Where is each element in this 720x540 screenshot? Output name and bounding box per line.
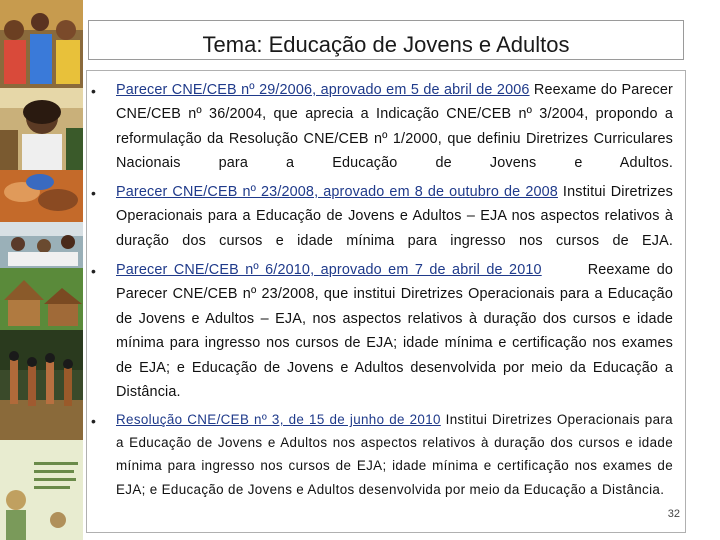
item-3-body: Reexame do Parecer CNE/CEB nº 23/2008, que institui Diretrizes Operacionais para a Educação de Jovens e Adultos – EJA, nos aspectos relativos à duração dos cursos e idade mínima para ingresso nos cursos de EJA; idade mínima e certificação nos exames de EJA; e Educação de Jovens e Adultos desenvolvida por meio da Educação a Distância. [116,262,674,401]
title-box [88,20,684,60]
item-3-link[interactable]: Parecer CNE/CEB nº 6/2010, aprovado em 7 de abril de 2010 [116,262,542,278]
bullet-4: • [91,413,96,429]
item-2-body: Institui Diretrizes Operacionais para a Educação de Jovens e Adultos – EJA nos aspectos relativos à duração dos cursos e idade mínima para ingresso nos cursos de EJA. [116,184,673,249]
photo-children-group [0,0,83,88]
item-4-body: Institui Diretrizes Operacionais para a Educação de Jovens e Adultos nos aspectos relativos à duração dos cursos e idade mínima para ingresso nos cursos de EJA; idade mínima e certificação nos exames de EJA; e Educação de Jovens e Adultos desenvolvida por meio da Educação a Distância. [116,412,673,497]
page-number: 32 [667,508,680,520]
bullet-1: • [91,83,96,99]
photo-collage-graphic [0,0,83,540]
list-item-2 [116,180,673,253]
slide-title: Tema: Educação de Jovens e Adultos [202,32,570,57]
bullet-3: • [91,263,96,279]
photo-hands-group [0,170,83,222]
list-item-4 [116,408,673,501]
photo-collage-strip [0,0,83,540]
item-2-link[interactable]: Parecer CNE/CEB nº 23/2008, aprovado em 8 de outubro de 2008 [116,184,558,200]
list-item-3 [116,258,673,404]
item-1-link[interactable]: Parecer CNE/CEB nº 29/2006, aprovado em 5 de abril de 2006 [116,82,530,98]
photo-smiling-woman [0,88,83,170]
photo-village-houses [0,268,83,330]
photo-book-cover [0,440,83,540]
photo-indigenous-group [0,330,83,440]
item-4-link[interactable]: Resolução CNE/CEB nº 3, de 15 de junho de 2010 [116,412,441,427]
item-1-body: Reexame do Parecer CNE/CEB nº 36/2004, que aprecia a Indicação CNE/CEB nº 3/2004, propondo a reformulação da Resolução CNE/CEB nº 1/2000, que definiu Diretrizes Curriculares Nacionais para a Educação de Jovens e Adultos. [116,82,673,172]
bullet-2: • [91,185,96,201]
photo-classroom [0,222,83,268]
list-item-1 [116,78,673,176]
